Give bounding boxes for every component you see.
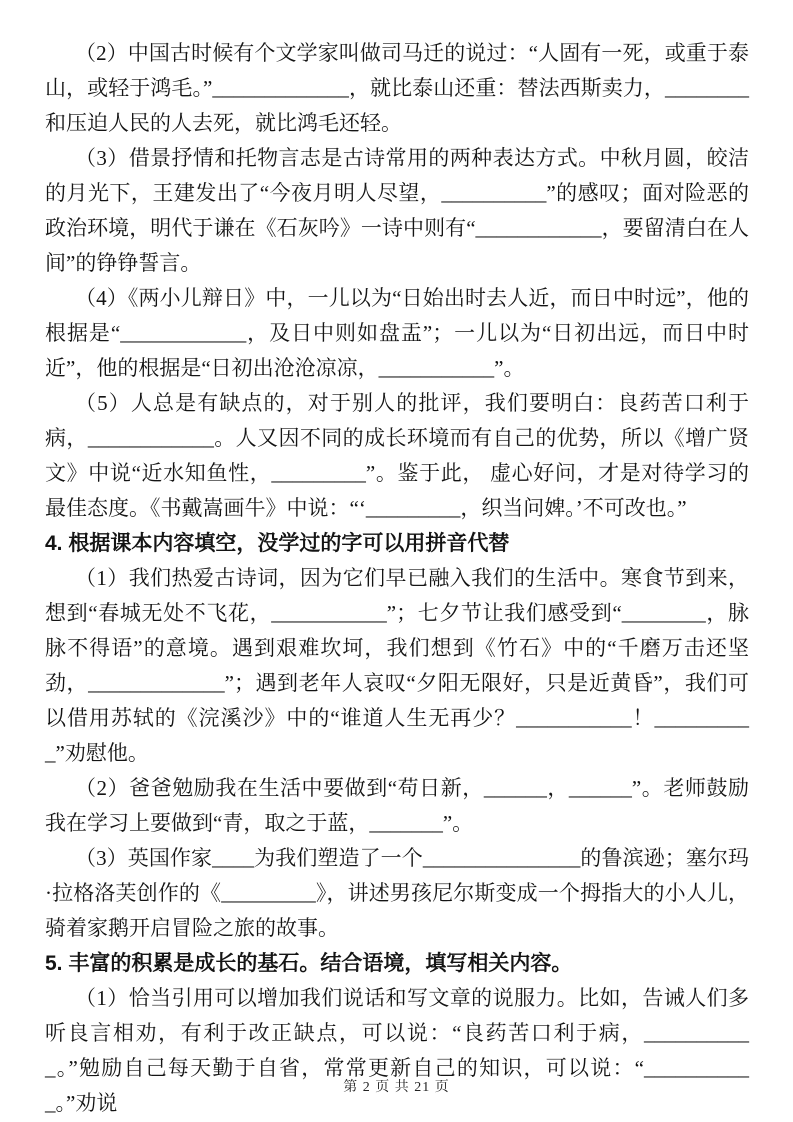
question-3-part-2: （2）中国古时候有个文学家叫做司马迁的说过：“人固有一死，或重于泰山，或轻于鸿毛。”_____________，就比泰山还重：替法西斯卖力，________和压迫人民的人去死，就比鸿毛还轻。 bbox=[45, 41, 749, 135]
question-4-part-3: （3）英国作家____为我们塑造了一个_______________的鲁滨逊；塞尔玛·拉格洛芙创作的《_________》，讲述男孩尼尔斯变成一个拇指大的小人儿，骑着家鹅开启冒险之旅的故事。 bbox=[45, 846, 749, 940]
question-4-part-2: （2）爸爸勉励我在生活中要做到“苟日新，______，______”。老师鼓励我在学习上要做到“青，取之于蓝，_______”。 bbox=[45, 776, 749, 835]
question-5-header: 5. 丰富的积累是成长的基石。结合语境，填写相关内容。 bbox=[45, 952, 573, 975]
question-3-part-3: （3）借景抒情和托物言志是古诗常用的两种表达方式。中秋月圆，皎洁的月光下，王建发出了“今夜月明人尽望，__________”的感叹；面对险恶的政治环境，明代于谦在《石灰吟》一诗中则有“____________，要留清白在人间”的铮铮誓言。 bbox=[45, 146, 749, 275]
question-3-part-4: （4）《两小儿辩日》中，一儿以为“日始出时去人近，而日中时远”，他的根据是“____________，及日中则如盘盂”；一儿以为“日初出远，而日中时近”，他的根据是“日初出沧沧凉凉，___________”。 bbox=[45, 286, 749, 380]
question-4-part-1: （1）我们热爱古诗词，因为它们早已融入我们的生活中。寒食节到来，想到“春城无处不飞花，___________”；七夕节让我们感受到“________，脉脉不得语”的意境。遇到艰难坎坷，我们想到《竹石》中的“千磨万击还坚劲，_____________”；遇到老年人哀叹“夕阳无限好，只是近黄昏”，我们可以借用苏轼的《浣溪沙》中的“谁道人生无再少？___________！__________”劝慰他。 bbox=[45, 566, 749, 765]
question-4-header: 4. 根据课本内容填空，没学过的字可以用拼音代替 bbox=[45, 532, 510, 555]
question-5-part-1: （1）恰当引用可以增加我们说话和写文章的说服力。比如，告诫人们多听良言相劝，有利于改正缺点，可以说：“良药苦口利于病，___________。”勉励自己每天勤于自省，常常更新自己的知识，可以说：“___________。”劝说 bbox=[45, 986, 749, 1115]
question-3-part-5: （5）人总是有缺点的，对于别人的批评，我们要明白：良药苦口利于病，____________。人又因不同的成长环境而有自己的优势，所以《增广贤文》中说“近水知鱼性，_________”。鉴于此， 虚心好问，才是对待学习的最佳态度。《书戴嵩画牛》中说：“‘_________，织当问婢。’不可改也。” bbox=[45, 391, 749, 520]
page-footer: 第 2 页 共 21 页 bbox=[343, 1080, 450, 1095]
